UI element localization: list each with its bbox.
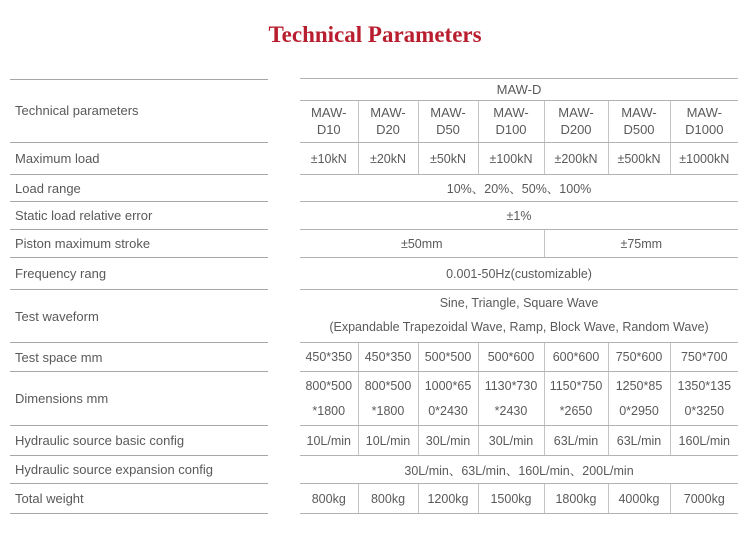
total-weight-value: 7000kg — [670, 484, 738, 514]
technical-parameters-table — [10, 78, 738, 514]
model-header: MAW-D50 — [418, 101, 478, 143]
row-label-technical-parameters: Technical parameters — [10, 79, 300, 143]
maximum-load-value: ±500kN — [608, 143, 670, 175]
hydraulic-basic-value: 63L/min — [544, 426, 608, 456]
maximum-load-value: ±200kN — [544, 143, 608, 175]
hydraulic-basic-value: 63L/min — [608, 426, 670, 456]
test-space-value: 750*600 — [608, 343, 670, 372]
page-title: Technical Parameters — [268, 22, 482, 47]
series-header: MAW-D — [300, 79, 738, 101]
model-header: MAW-D1000 — [670, 101, 738, 143]
test-space-value: 450*350 — [300, 343, 358, 372]
hydraulic-basic-value: 30L/min — [478, 426, 544, 456]
piston-stroke-value-left: ±50mm — [300, 230, 544, 258]
dimensions-value: 1350*1350*3250 — [670, 372, 738, 426]
total-weight-value: 1800kg — [544, 484, 608, 514]
hydraulic-basic-value: 160L/min — [670, 426, 738, 456]
total-weight-value: 1200kg — [418, 484, 478, 514]
row-label-test-space-mm: Test space mm — [10, 343, 300, 372]
row-label-piston-maximum-stroke: Piston maximum stroke — [10, 230, 300, 258]
row-label-total-weight: Total weight — [10, 484, 300, 514]
maximum-load-value: ±1000kN — [670, 143, 738, 175]
test-space-value: 500*600 — [478, 343, 544, 372]
row-label-hydraulic-source-basic-config: Hydraulic source basic config — [10, 426, 300, 456]
model-header: MAW-D200 — [544, 101, 608, 143]
maximum-load-value: ±50kN — [418, 143, 478, 175]
test-space-value: 500*500 — [418, 343, 478, 372]
row-label-test-waveform: Test waveform — [10, 290, 300, 343]
maximum-load-value: ±20kN — [358, 143, 418, 175]
test-space-value: 600*600 — [544, 343, 608, 372]
test-waveform-value — [300, 290, 738, 343]
model-header: MAW-D10 — [300, 101, 358, 143]
row-label-hydraulic-source-expansion-config: Hydraulic source expansion config — [10, 456, 300, 484]
load-range-value: 10%、20%、50%、100% — [300, 175, 738, 202]
row-label-static-load-relative-error: Static load relative error — [10, 202, 300, 230]
dimensions-value: 800*500*1800 — [358, 372, 418, 426]
hydraulic-basic-value: 10L/min — [300, 426, 358, 456]
row-label-load-range: Load range — [10, 175, 300, 202]
test-waveform-line1: Sine, Triangle, Square Wave — [439, 296, 599, 311]
frequency-rang-value: 0.001-50Hz(customizable) — [300, 258, 738, 290]
total-weight-value: 800kg — [358, 484, 418, 514]
static-load-relative-error-value: ±1% — [300, 202, 738, 230]
test-waveform-line2: (Expandable Trapezoidal Wave, Ramp, Block Wave, Random Wave) — [329, 320, 709, 334]
dimensions-value: 1000*650*2430 — [418, 372, 478, 426]
row-label-dimensions-mm: Dimensions mm — [10, 372, 300, 426]
row-label-maximum-load: Maximum load — [10, 143, 300, 175]
hydraulic-basic-value: 30L/min — [418, 426, 478, 456]
maximum-load-value: ±100kN — [478, 143, 544, 175]
total-weight-value: 4000kg — [608, 484, 670, 514]
test-space-value: 750*700 — [670, 343, 738, 372]
hydraulic-basic-value: 10L/min — [358, 426, 418, 456]
model-header: MAW-D500 — [608, 101, 670, 143]
model-header: MAW-D20 — [358, 101, 418, 143]
model-header: MAW-D100 — [478, 101, 544, 143]
total-weight-value: 800kg — [300, 484, 358, 514]
test-space-value: 450*350 — [358, 343, 418, 372]
maximum-load-value: ±10kN — [300, 143, 358, 175]
dimensions-value: 1130*730*2430 — [478, 372, 544, 426]
dimensions-value: 800*500*1800 — [300, 372, 358, 426]
row-label-frequency-rang: Frequency rang — [10, 258, 300, 290]
total-weight-value: 1500kg — [478, 484, 544, 514]
dimensions-value: 1150*750*2650 — [544, 372, 608, 426]
piston-stroke-value-right: ±75mm — [544, 230, 738, 258]
dimensions-value: 1250*850*2950 — [608, 372, 670, 426]
hydraulic-expansion-value: 30L/min、63L/min、160L/min、200L/min — [300, 456, 738, 484]
